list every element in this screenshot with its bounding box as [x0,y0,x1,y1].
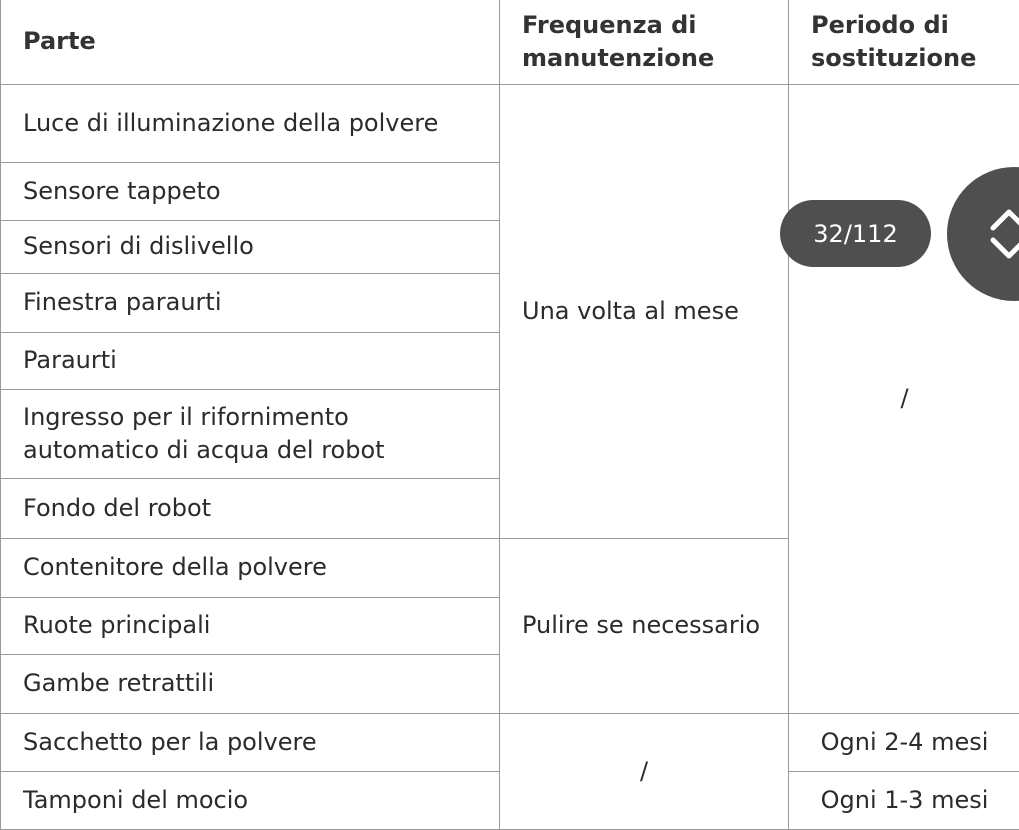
part-cell: Paraurti [1,332,500,389]
part-cell: Tamponi del mocio [1,771,500,829]
page-indicator [780,200,931,267]
part-cell: Gambe retrattili [1,654,500,713]
part-cell: Ruote principali [1,597,500,654]
part-cell: Luce di illuminazione della polvere [1,84,500,162]
frequency-cell-monthly: Una volta al mese [500,84,789,538]
frequency-cell-as-needed: Pulire se necessario [500,538,789,713]
table-header-row [1,0,1019,84]
header-frequency: Frequenza di manutenzione [500,0,789,84]
part-cell: Fondo del robot [1,478,500,538]
page-indicator-text: 32/112 [813,220,897,248]
part-cell: Sensori di dislivello [1,220,500,273]
part-cell: Ingresso per il rifornimento automatico di acqua del robot [1,389,500,478]
header-part: Parte [1,0,500,84]
replacement-cell-none: / [789,84,1019,713]
table-row [1,84,1019,162]
frequency-cell-none: / [500,713,789,829]
table-row [1,713,1019,771]
chevron-up-down-icon [987,204,1019,264]
part-cell: Finestra paraurti [1,273,500,332]
part-cell: Sensore tappeto [1,162,500,220]
part-cell: Sacchetto per la polvere [1,713,500,771]
replacement-cell-dust-bag: Ogni 2-4 mesi [789,713,1019,771]
replacement-cell-mop-pads: Ogni 1-3 mesi [789,771,1019,829]
part-cell: Contenitore della polvere [1,538,500,597]
header-replacement: Periodo di sostituzione [789,0,1019,84]
